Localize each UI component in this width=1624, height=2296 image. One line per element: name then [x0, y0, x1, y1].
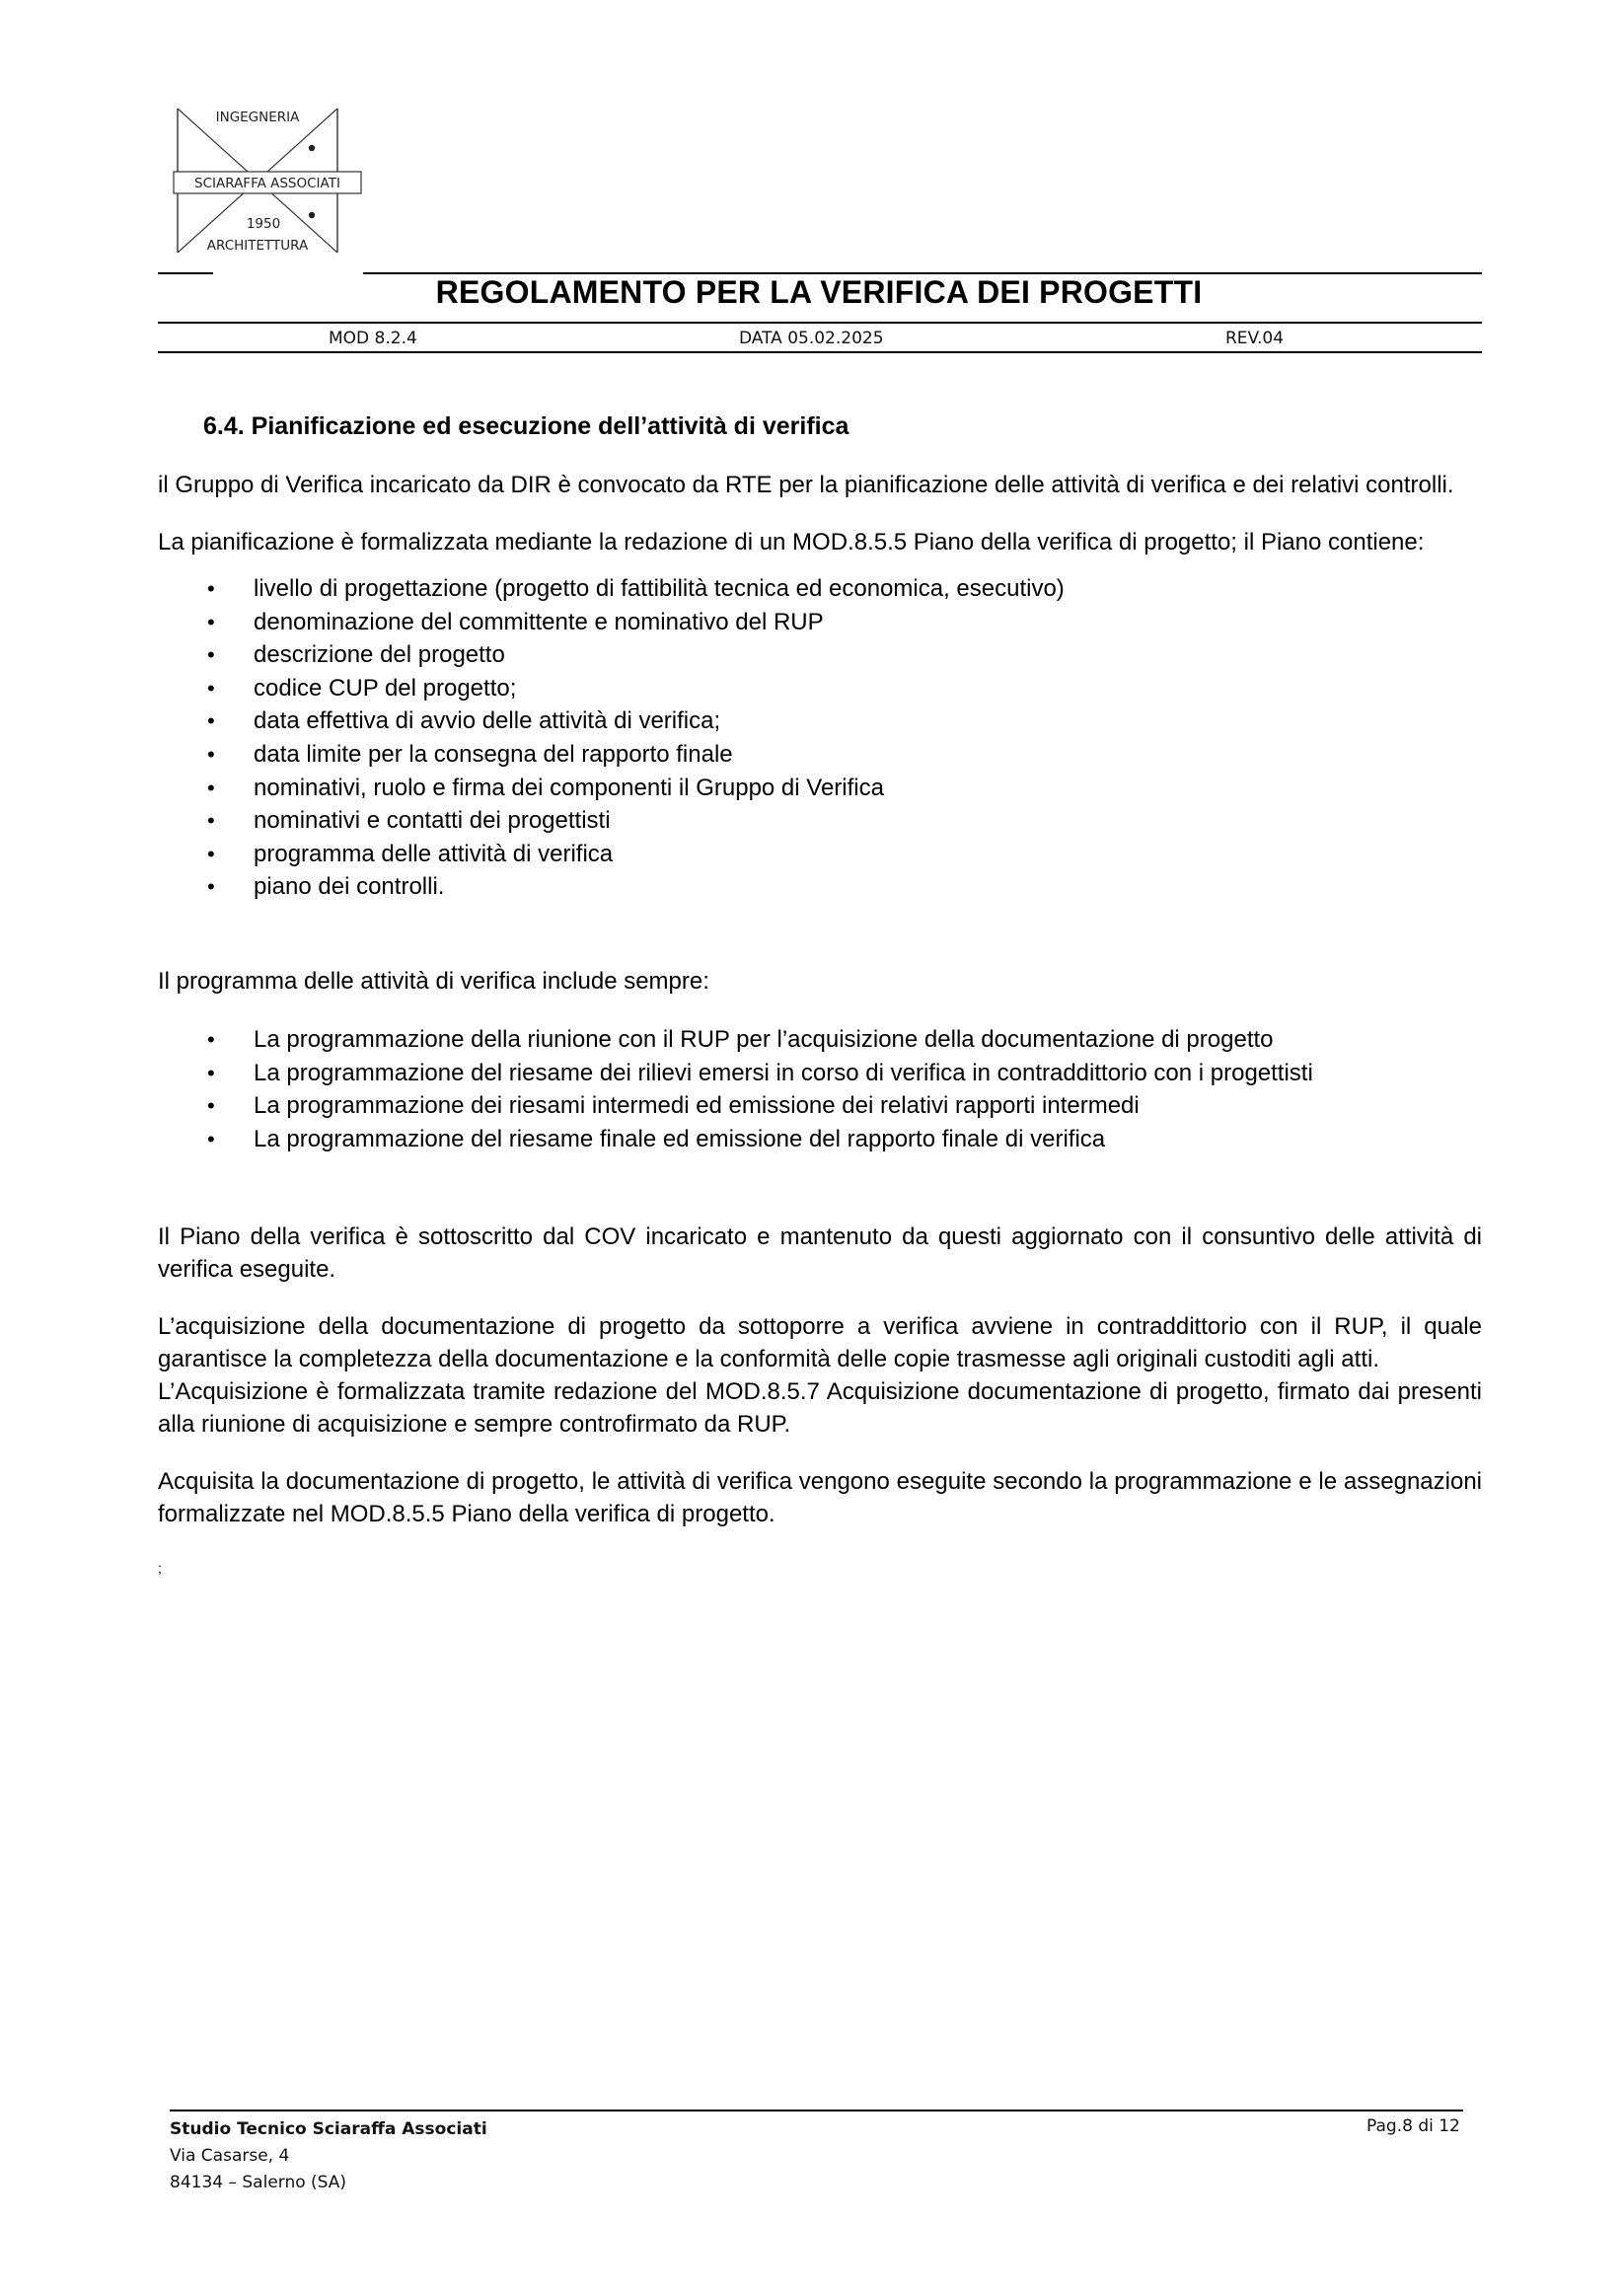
page-number: Pag.8 di 12 — [1366, 2116, 1460, 2136]
list-item: • La programmazione dei riesami intermedi ed emissione dei relativi rapporti intermedi — [158, 1089, 1482, 1123]
list-item: • piano dei controlli. — [158, 870, 1482, 904]
list-item: • descrizione del progetto — [158, 638, 1482, 672]
paragraph-3: Il programma delle attività di verifica include sempre: — [158, 967, 709, 995]
trailing-mark: ; — [158, 1560, 162, 1577]
paragraph-7: Acquisita la documentazione di progetto, le attività di verifica vengono eseguite secondo la programmazione e le assegnazioni formalizzate nel MOD.8.5.5 Piano della verifica di progetto. — [158, 1468, 1482, 1528]
logo-text-architettura: ARCHITETTURA — [206, 238, 309, 254]
footer-address — [170, 2116, 487, 2196]
section-title: 6.4. Pianificazione ed esecuzione dell’attività di verifica — [203, 412, 849, 440]
paragraph-2: La pianificazione è formalizzata mediante la redazione di un MOD.8.5.5 Piano della verifica di progetto; il Piano contiene: — [158, 529, 1425, 555]
logo-text-year: 1950 — [246, 216, 281, 232]
spacer — [158, 1155, 1482, 1221]
list-item: • La programmazione del riesame dei rilievi emersi in corso di verifica in contraddittorio con i progettisti — [158, 1057, 1482, 1090]
company-logo — [170, 107, 363, 255]
paragraph-5: L’acquisizione della documentazione di progetto da sottoporre a verifica avviene in contraddittorio con il RUP, il quale garantisce la completezza della documentazione e la conformità delle copie trasmesse agli originali custoditi agli atti. — [158, 1313, 1482, 1373]
list-item: • nominativi, ruolo e firma dei componenti il Gruppo di Verifica — [158, 772, 1482, 805]
list-item: • codice CUP del progetto; — [158, 672, 1482, 705]
header-date: DATA 05.02.2025 — [739, 329, 884, 348]
header-mod: MOD 8.2.4 — [329, 329, 417, 348]
footer-city: 84134 – Salerno (SA) — [170, 2173, 347, 2192]
logo-text-ingegneria: INGEGNERIA — [215, 110, 300, 125]
logo-graphic — [170, 107, 363, 255]
list-item: • La programmazione della riunione con il RUP per l’acquisizione della documentazione di progetto — [158, 1023, 1482, 1057]
footer-rule — [170, 2110, 1463, 2111]
header-rule-mid — [158, 322, 1482, 324]
document-title: REGOLAMENTO PER LA VERIFICA DEI PROGETTI — [435, 274, 1203, 310]
header-rev: REV.04 — [1225, 329, 1285, 348]
list-item: • data effettiva di avvio delle attività di verifica; — [158, 704, 1482, 738]
spacer — [158, 904, 1482, 965]
list-item: • programma delle attività di verifica — [158, 838, 1482, 871]
header-rule-bottom — [158, 351, 1482, 353]
list-item: • data limite per la consegna del rapporto finale — [158, 738, 1482, 772]
footer-street: Via Casarse, 4 — [170, 2146, 290, 2166]
paragraph-1: il Gruppo di Verifica incaricato da DIR è convocato da RTE per la pianificazione delle attività di verifica e dei relativi controlli. — [158, 472, 1454, 498]
list-item: • denominazione del committente e nominativo del RUP — [158, 606, 1482, 639]
document-body — [158, 410, 1482, 1576]
list-item: • La programmazione del riesame finale ed emissione del rapporto finale di verifica — [158, 1123, 1482, 1156]
plan-contents-list — [158, 572, 1482, 904]
list-item: • nominativi e contatti dei progettisti — [158, 804, 1482, 838]
program-list — [158, 1023, 1482, 1155]
footer-firm: Studio Tecnico Sciaraffa Associati — [170, 2119, 487, 2139]
paragraph-4: Il Piano della verifica è sottoscritto dal COV incaricato e mantenuto da questi aggiornato con il consuntivo delle attività di verifica eseguite. — [158, 1223, 1482, 1284]
list-item: • livello di progettazione (progetto di fattibilità tecnica ed economica, esecutivo) — [158, 572, 1482, 606]
paragraph-6: L’Acquisizione è formalizzata tramite redazione del MOD.8.5.7 Acquisizione documentazione di progetto, firmato dai presenti alla riunione di acquisizione e sempre controfirmato da RUP. — [158, 1378, 1482, 1439]
logo-text-firm: SCIARAFFA ASSOCIATI — [194, 176, 340, 191]
